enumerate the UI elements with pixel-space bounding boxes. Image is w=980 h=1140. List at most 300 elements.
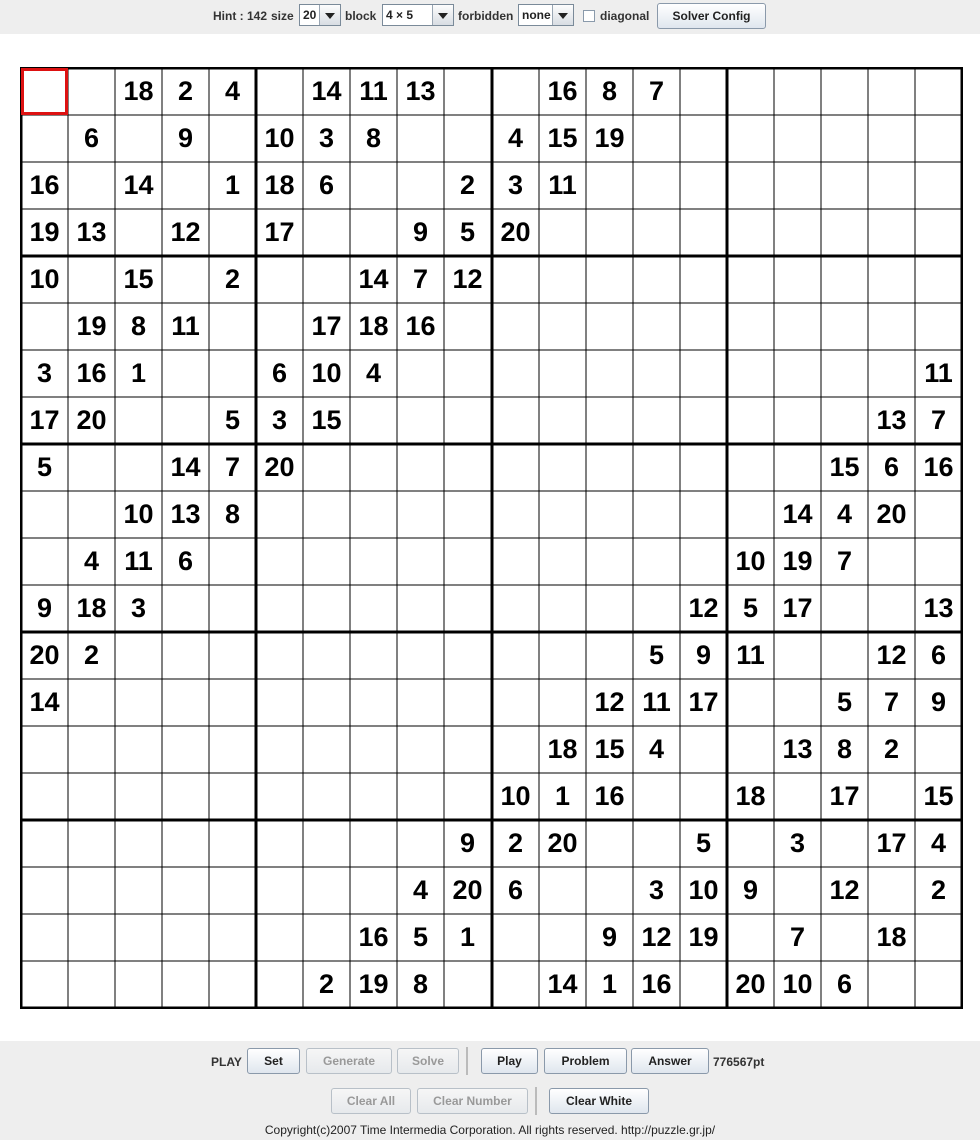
sudoku-cell[interactable]: [68, 256, 115, 303]
sudoku-cell[interactable]: 5: [836, 687, 853, 717]
sudoku-cell[interactable]: [21, 867, 68, 914]
sudoku-cell[interactable]: [821, 350, 868, 397]
sudoku-cell[interactable]: [209, 914, 256, 961]
sudoku-cell[interactable]: [633, 491, 680, 538]
sudoku-cell[interactable]: 17: [829, 781, 860, 811]
sudoku-cell[interactable]: [633, 820, 680, 867]
sudoku-cell[interactable]: [539, 585, 586, 632]
sudoku-cell[interactable]: 3: [648, 875, 665, 905]
sudoku-cell[interactable]: 17: [264, 217, 295, 247]
sudoku-cell[interactable]: 10: [29, 264, 60, 294]
sudoku-cell[interactable]: [397, 491, 444, 538]
sudoku-cell[interactable]: [444, 350, 491, 397]
sudoku-cell[interactable]: [256, 820, 303, 867]
sudoku-cell[interactable]: [209, 303, 256, 350]
sudoku-cell[interactable]: [727, 491, 774, 538]
sudoku-cell[interactable]: [633, 773, 680, 820]
sudoku-cell[interactable]: 17: [688, 687, 719, 717]
sudoku-cell[interactable]: [868, 209, 915, 256]
sudoku-cell[interactable]: 14: [170, 452, 201, 482]
sudoku-cell[interactable]: 2: [83, 640, 100, 670]
sudoku-cell[interactable]: [680, 256, 727, 303]
sudoku-cell[interactable]: [21, 726, 68, 773]
play-button[interactable]: Play: [481, 1048, 538, 1074]
sudoku-cell[interactable]: [586, 256, 633, 303]
sudoku-cell[interactable]: [774, 444, 821, 491]
sudoku-cell[interactable]: [774, 68, 821, 115]
sudoku-cell[interactable]: 20: [876, 499, 907, 529]
sudoku-cell[interactable]: [680, 444, 727, 491]
sudoku-cell[interactable]: 20: [29, 640, 60, 670]
sudoku-cell[interactable]: 2: [224, 264, 241, 294]
sudoku-cell[interactable]: [162, 820, 209, 867]
sudoku-cell[interactable]: 4: [412, 875, 429, 905]
sudoku-cell[interactable]: [397, 115, 444, 162]
sudoku-cell[interactable]: 16: [76, 358, 107, 388]
sudoku-cell[interactable]: 9: [930, 687, 947, 717]
sudoku-cell[interactable]: 5: [224, 405, 241, 435]
sudoku-cell[interactable]: [727, 209, 774, 256]
sudoku-cell[interactable]: 9: [601, 922, 618, 952]
sudoku-cell[interactable]: [303, 914, 350, 961]
sudoku-cell[interactable]: 13: [170, 499, 201, 529]
sudoku-cell[interactable]: [444, 632, 491, 679]
sudoku-cell[interactable]: [492, 726, 539, 773]
sudoku-cell[interactable]: 11: [124, 546, 153, 576]
sudoku-cell[interactable]: [821, 115, 868, 162]
sudoku-cell[interactable]: 5: [648, 640, 665, 670]
sudoku-cell[interactable]: [397, 538, 444, 585]
sudoku-cell[interactable]: 1: [601, 969, 618, 999]
sudoku-cell[interactable]: [397, 585, 444, 632]
sudoku-cell[interactable]: [444, 679, 491, 726]
sudoku-cell[interactable]: [868, 538, 915, 585]
sudoku-cell[interactable]: 11: [642, 687, 671, 717]
sudoku-cell[interactable]: [68, 444, 115, 491]
sudoku-cell[interactable]: [162, 773, 209, 820]
sudoku-cell[interactable]: [915, 68, 962, 115]
sudoku-cell[interactable]: [774, 350, 821, 397]
sudoku-cell[interactable]: [539, 397, 586, 444]
sudoku-cell[interactable]: [303, 773, 350, 820]
sudoku-cell[interactable]: [397, 444, 444, 491]
sudoku-cell[interactable]: 15: [123, 264, 154, 294]
sudoku-cell[interactable]: [209, 350, 256, 397]
sudoku-cell[interactable]: 4: [930, 828, 947, 858]
sudoku-cell[interactable]: 12: [594, 687, 625, 717]
sudoku-cell[interactable]: [115, 867, 162, 914]
sudoku-cell[interactable]: [397, 726, 444, 773]
sudoku-cell[interactable]: [915, 726, 962, 773]
sudoku-cell[interactable]: 15: [829, 452, 860, 482]
sudoku-cell[interactable]: [115, 115, 162, 162]
sudoku-cell[interactable]: [444, 726, 491, 773]
sudoku-cell[interactable]: 9: [177, 123, 194, 153]
sudoku-cell[interactable]: 7: [648, 76, 665, 106]
sudoku-cell[interactable]: [256, 256, 303, 303]
sudoku-cell[interactable]: [821, 303, 868, 350]
sudoku-cell[interactable]: [162, 961, 209, 1008]
sudoku-cell[interactable]: [68, 867, 115, 914]
sudoku-cell[interactable]: [915, 538, 962, 585]
sudoku-cell[interactable]: 10: [311, 358, 342, 388]
sudoku-cell[interactable]: [303, 256, 350, 303]
sudoku-cell[interactable]: [68, 68, 115, 115]
sudoku-cell[interactable]: [303, 820, 350, 867]
sudoku-cell[interactable]: [586, 820, 633, 867]
sudoku-cell[interactable]: [209, 867, 256, 914]
sudoku-cell[interactable]: [68, 820, 115, 867]
sudoku-cell[interactable]: [868, 773, 915, 820]
sudoku-cell[interactable]: 20: [735, 969, 766, 999]
sudoku-cell[interactable]: [115, 679, 162, 726]
sudoku-cell[interactable]: [539, 679, 586, 726]
sudoku-cell[interactable]: 6: [83, 123, 100, 153]
sudoku-cell[interactable]: [21, 115, 68, 162]
sudoku-cell[interactable]: [821, 209, 868, 256]
sudoku-cell[interactable]: 12: [452, 264, 483, 294]
sudoku-cell[interactable]: [115, 961, 162, 1008]
sudoku-cell[interactable]: 11: [924, 358, 953, 388]
sudoku-cell[interactable]: 1: [130, 358, 147, 388]
sudoku-cell[interactable]: [397, 679, 444, 726]
sudoku-cell[interactable]: 4: [648, 734, 665, 764]
sudoku-cell[interactable]: [350, 491, 397, 538]
sudoku-cell[interactable]: [209, 115, 256, 162]
sudoku-cell[interactable]: 2: [930, 875, 947, 905]
sudoku-cell[interactable]: [633, 209, 680, 256]
sudoku-cell[interactable]: [727, 162, 774, 209]
sudoku-cell[interactable]: 5: [36, 452, 53, 482]
sudoku-cell[interactable]: [868, 162, 915, 209]
sudoku-cell[interactable]: [727, 914, 774, 961]
sudoku-cell[interactable]: [539, 914, 586, 961]
sudoku-cell[interactable]: [680, 538, 727, 585]
sudoku-cell[interactable]: 2: [507, 828, 524, 858]
clear-white-button[interactable]: Clear White: [549, 1088, 649, 1114]
sudoku-cell[interactable]: [821, 397, 868, 444]
sudoku-cell[interactable]: 18: [876, 922, 907, 952]
sudoku-cell[interactable]: [444, 538, 491, 585]
sudoku-cell[interactable]: [209, 726, 256, 773]
sudoku-cell[interactable]: [915, 303, 962, 350]
sudoku-cell[interactable]: 14: [311, 76, 342, 106]
sudoku-cell[interactable]: [350, 820, 397, 867]
sudoku-cell[interactable]: 20: [547, 828, 578, 858]
sudoku-cell[interactable]: [162, 585, 209, 632]
sudoku-cell[interactable]: 7: [224, 452, 241, 482]
sudoku-cell[interactable]: [492, 538, 539, 585]
sudoku-cell[interactable]: [539, 538, 586, 585]
sudoku-cell[interactable]: 8: [130, 311, 147, 341]
sudoku-cell[interactable]: 4: [836, 499, 853, 529]
sudoku-cell[interactable]: 6: [177, 546, 194, 576]
sudoku-cell[interactable]: [774, 209, 821, 256]
sudoku-cell[interactable]: [162, 350, 209, 397]
sudoku-cell[interactable]: 16: [29, 170, 60, 200]
sudoku-cell[interactable]: 15: [547, 123, 578, 153]
sudoku-cell[interactable]: [633, 350, 680, 397]
sudoku-cell[interactable]: [680, 491, 727, 538]
forbidden-select[interactable]: [518, 4, 574, 26]
sudoku-cell[interactable]: [162, 397, 209, 444]
sudoku-cell[interactable]: [68, 726, 115, 773]
sudoku-cell[interactable]: [586, 632, 633, 679]
sudoku-cell[interactable]: [21, 820, 68, 867]
sudoku-cell[interactable]: [774, 256, 821, 303]
sudoku-cell[interactable]: 17: [311, 311, 342, 341]
sudoku-cell[interactable]: 6: [507, 875, 524, 905]
sudoku-cell[interactable]: [256, 585, 303, 632]
sudoku-cell[interactable]: [115, 726, 162, 773]
sudoku-cell[interactable]: [397, 820, 444, 867]
sudoku-cell[interactable]: [115, 820, 162, 867]
sudoku-cell[interactable]: 14: [782, 499, 813, 529]
sudoku-cell[interactable]: 19: [76, 311, 107, 341]
sudoku-cell[interactable]: [162, 162, 209, 209]
sudoku-cell[interactable]: [586, 209, 633, 256]
sudoku-cell[interactable]: [350, 632, 397, 679]
sudoku-cell[interactable]: [539, 632, 586, 679]
sudoku-cell[interactable]: [586, 867, 633, 914]
sudoku-cell[interactable]: [303, 585, 350, 632]
sudoku-cell[interactable]: [350, 209, 397, 256]
sudoku-cell[interactable]: [350, 585, 397, 632]
sudoku-cell[interactable]: [727, 820, 774, 867]
sudoku-cell[interactable]: 6: [930, 640, 947, 670]
sudoku-cell[interactable]: 12: [829, 875, 860, 905]
sudoku-cell[interactable]: [256, 679, 303, 726]
sudoku-cell[interactable]: 16: [594, 781, 625, 811]
sudoku-cell[interactable]: 5: [459, 217, 476, 247]
sudoku-cell[interactable]: 14: [358, 264, 389, 294]
sudoku-cell[interactable]: [727, 444, 774, 491]
sudoku-cell[interactable]: 17: [876, 828, 907, 858]
sudoku-cell[interactable]: [727, 350, 774, 397]
sudoku-cell[interactable]: [256, 303, 303, 350]
sudoku-cell[interactable]: 16: [547, 76, 578, 106]
sudoku-cell[interactable]: [539, 444, 586, 491]
sudoku-cell[interactable]: 10: [688, 875, 719, 905]
sudoku-cell[interactable]: [397, 397, 444, 444]
sudoku-cell[interactable]: 9: [695, 640, 712, 670]
sudoku-cell[interactable]: [397, 350, 444, 397]
sudoku-cell[interactable]: [680, 773, 727, 820]
sudoku-cell[interactable]: [68, 773, 115, 820]
sudoku-cell[interactable]: [350, 538, 397, 585]
sudoku-cell[interactable]: [68, 679, 115, 726]
solver-config-button[interactable]: Solver Config: [657, 3, 766, 29]
sudoku-cell[interactable]: [868, 115, 915, 162]
sudoku-cell[interactable]: 13: [405, 76, 436, 106]
sudoku-cell[interactable]: [586, 350, 633, 397]
sudoku-cell[interactable]: 15: [311, 405, 342, 435]
sudoku-cell[interactable]: 8: [412, 969, 429, 999]
sudoku-cell[interactable]: 19: [594, 123, 625, 153]
sudoku-cell[interactable]: 4: [507, 123, 524, 153]
sudoku-cell[interactable]: [492, 632, 539, 679]
sudoku-cell[interactable]: [350, 726, 397, 773]
sudoku-cell[interactable]: 8: [224, 499, 241, 529]
sudoku-cell[interactable]: [256, 726, 303, 773]
sudoku-cell[interactable]: 1: [554, 781, 571, 811]
sudoku-cell[interactable]: 18: [264, 170, 295, 200]
sudoku-cell[interactable]: 13: [876, 405, 907, 435]
problem-button[interactable]: Problem: [544, 1048, 627, 1074]
sudoku-cell[interactable]: 19: [688, 922, 719, 952]
sudoku-cell[interactable]: [586, 303, 633, 350]
sudoku-cell[interactable]: [492, 303, 539, 350]
sudoku-cell[interactable]: 5: [695, 828, 712, 858]
sudoku-cell[interactable]: [209, 585, 256, 632]
sudoku-cell[interactable]: 8: [836, 734, 853, 764]
sudoku-cell[interactable]: 20: [76, 405, 107, 435]
sudoku-cell[interactable]: [256, 961, 303, 1008]
sudoku-cell[interactable]: [868, 961, 915, 1008]
sudoku-cell[interactable]: [115, 914, 162, 961]
sudoku-cell[interactable]: 6: [318, 170, 335, 200]
sudoku-cell[interactable]: [821, 68, 868, 115]
sudoku-cell[interactable]: 7: [930, 405, 947, 435]
sudoku-cell[interactable]: [680, 209, 727, 256]
sudoku-cell[interactable]: [350, 867, 397, 914]
sudoku-cell[interactable]: [444, 585, 491, 632]
sudoku-cell[interactable]: [633, 585, 680, 632]
sudoku-cell[interactable]: [868, 350, 915, 397]
sudoku-cell[interactable]: 7: [883, 687, 900, 717]
sudoku-cell[interactable]: [539, 209, 586, 256]
sudoku-cell[interactable]: [350, 679, 397, 726]
sudoku-cell[interactable]: 1: [459, 922, 476, 952]
sudoku-cell[interactable]: [915, 914, 962, 961]
sudoku-cell[interactable]: 3: [318, 123, 335, 153]
sudoku-cell[interactable]: [492, 679, 539, 726]
sudoku-cell[interactable]: 17: [29, 405, 60, 435]
sudoku-cell[interactable]: [350, 444, 397, 491]
sudoku-cell[interactable]: [444, 444, 491, 491]
sudoku-cell[interactable]: [586, 538, 633, 585]
sudoku-cell[interactable]: 15: [594, 734, 625, 764]
sudoku-cell[interactable]: [162, 679, 209, 726]
sudoku-cell[interactable]: [162, 632, 209, 679]
sudoku-cell[interactable]: [256, 538, 303, 585]
sudoku-cell[interactable]: 13: [923, 593, 954, 623]
sudoku-cell[interactable]: [256, 914, 303, 961]
sudoku-cell[interactable]: [444, 68, 491, 115]
sudoku-cell[interactable]: [303, 867, 350, 914]
sudoku-cell[interactable]: [115, 773, 162, 820]
sudoku-cell[interactable]: 20: [264, 452, 295, 482]
sudoku-cell[interactable]: [492, 397, 539, 444]
sudoku-cell[interactable]: 13: [76, 217, 107, 247]
sudoku-cell[interactable]: 8: [365, 123, 382, 153]
sudoku-cell[interactable]: [115, 444, 162, 491]
sudoku-cell[interactable]: [915, 491, 962, 538]
sudoku-cell[interactable]: [633, 303, 680, 350]
sudoku-cell[interactable]: [115, 397, 162, 444]
diagonal-checkbox[interactable]: [583, 10, 595, 22]
sudoku-cell[interactable]: [21, 538, 68, 585]
sudoku-cell[interactable]: 3: [789, 828, 806, 858]
sudoku-cell[interactable]: [444, 397, 491, 444]
sudoku-cell[interactable]: [868, 68, 915, 115]
sudoku-cell[interactable]: [727, 397, 774, 444]
sudoku-cell[interactable]: [21, 303, 68, 350]
sudoku-cell[interactable]: [727, 303, 774, 350]
sudoku-cell[interactable]: [303, 444, 350, 491]
sudoku-cell[interactable]: [21, 961, 68, 1008]
sudoku-cell[interactable]: 5: [412, 922, 429, 952]
sudoku-cell[interactable]: 4: [365, 358, 382, 388]
sudoku-cell[interactable]: [633, 397, 680, 444]
sudoku-cell[interactable]: 9: [459, 828, 476, 858]
sudoku-cell[interactable]: [162, 867, 209, 914]
sudoku-cell[interactable]: [633, 162, 680, 209]
sudoku-cell[interactable]: 17: [782, 593, 813, 623]
sudoku-cell[interactable]: [115, 209, 162, 256]
sudoku-cell[interactable]: [303, 491, 350, 538]
sudoku-cell[interactable]: 10: [264, 123, 295, 153]
sudoku-cell[interactable]: [915, 209, 962, 256]
sudoku-cell[interactable]: [350, 162, 397, 209]
sudoku-cell[interactable]: 9: [36, 593, 53, 623]
sudoku-cell[interactable]: [727, 68, 774, 115]
sudoku-cell[interactable]: [727, 256, 774, 303]
sudoku-cell[interactable]: [444, 303, 491, 350]
sudoku-cell[interactable]: [774, 773, 821, 820]
sudoku-cell[interactable]: [21, 914, 68, 961]
sudoku-cell[interactable]: [633, 115, 680, 162]
sudoku-cell[interactable]: 10: [123, 499, 154, 529]
sudoku-cell[interactable]: [915, 115, 962, 162]
sudoku-cell[interactable]: [539, 350, 586, 397]
sudoku-cell[interactable]: 4: [83, 546, 100, 576]
sudoku-cell[interactable]: [492, 491, 539, 538]
sudoku-cell[interactable]: 11: [548, 170, 577, 200]
sudoku-cell[interactable]: [680, 397, 727, 444]
sudoku-cell[interactable]: 18: [735, 781, 766, 811]
sudoku-cell[interactable]: [209, 209, 256, 256]
sudoku-cell[interactable]: [21, 68, 68, 115]
sudoku-cell[interactable]: [444, 491, 491, 538]
sudoku-cell[interactable]: [492, 444, 539, 491]
sudoku-cell[interactable]: [868, 303, 915, 350]
sudoku-cell[interactable]: 11: [359, 76, 388, 106]
sudoku-cell[interactable]: [586, 162, 633, 209]
sudoku-cell[interactable]: 5: [742, 593, 759, 623]
sudoku-cell[interactable]: [256, 867, 303, 914]
sudoku-cell[interactable]: [303, 209, 350, 256]
sudoku-cell[interactable]: [492, 961, 539, 1008]
sudoku-cell[interactable]: [350, 397, 397, 444]
sudoku-cell[interactable]: [774, 162, 821, 209]
sudoku-cell[interactable]: [821, 632, 868, 679]
sudoku-cell[interactable]: 16: [358, 922, 389, 952]
sudoku-cell[interactable]: [821, 820, 868, 867]
sudoku-cell[interactable]: [774, 679, 821, 726]
sudoku-cell[interactable]: [492, 914, 539, 961]
sudoku-cell[interactable]: [821, 256, 868, 303]
sudoku-cell[interactable]: 2: [177, 76, 194, 106]
size-select[interactable]: [299, 4, 341, 26]
sudoku-cell[interactable]: [915, 961, 962, 1008]
sudoku-cell[interactable]: [586, 585, 633, 632]
sudoku-cell[interactable]: [209, 773, 256, 820]
sudoku-cell[interactable]: 3: [507, 170, 524, 200]
sudoku-cell[interactable]: 3: [36, 358, 53, 388]
sudoku-cell[interactable]: [727, 679, 774, 726]
sudoku-cell[interactable]: 12: [641, 922, 672, 952]
